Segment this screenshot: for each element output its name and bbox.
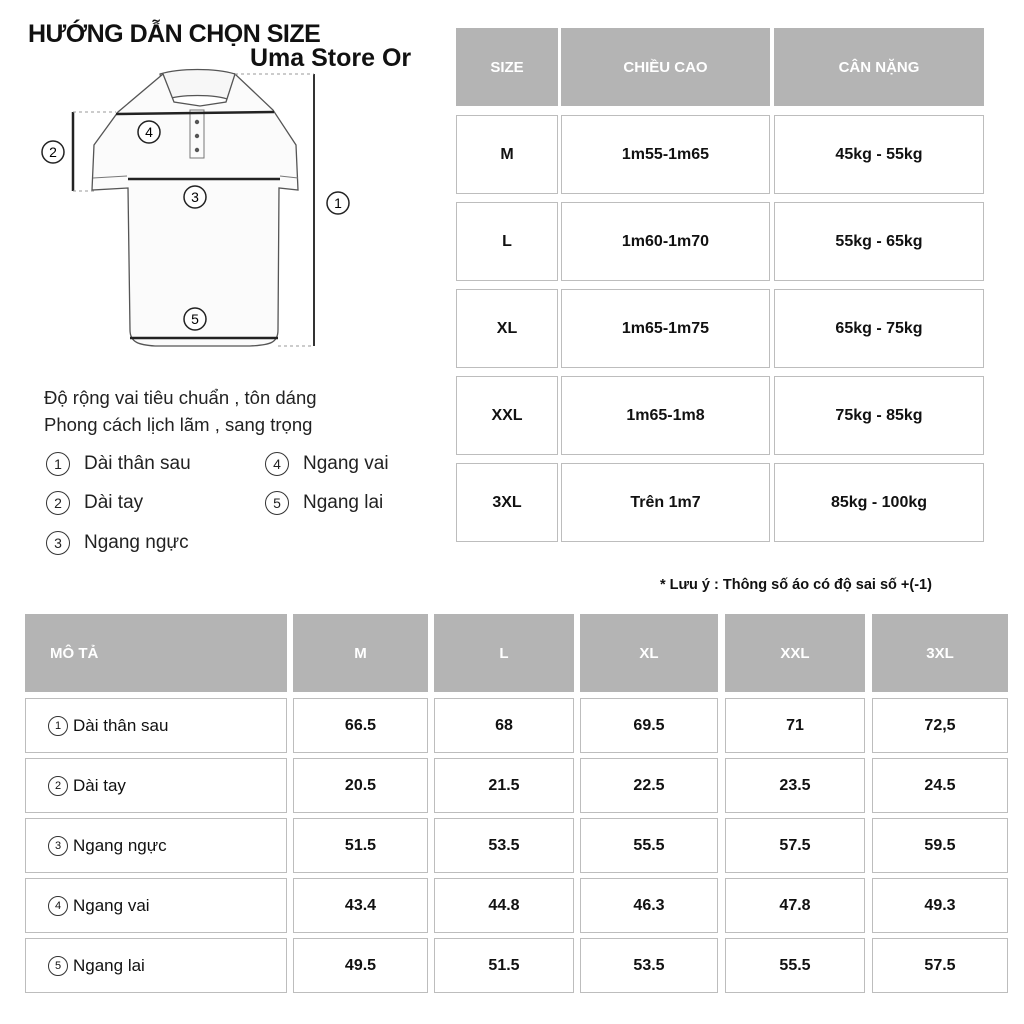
svg-text:4: 4 [145, 124, 153, 140]
measure-table-header: MÔ TẢ [25, 614, 287, 692]
measure-value: 47.8 [725, 878, 865, 933]
measure-label: Ngang vai [73, 895, 150, 915]
size-table-header: SIZE [456, 28, 558, 106]
measure-value: 51.5 [293, 818, 428, 873]
legend-label: Ngang ngực [84, 532, 189, 553]
measure-value: 43.4 [293, 878, 428, 933]
height-cell: 1m55-1m65 [561, 115, 770, 194]
measure-value: 55.5 [580, 818, 718, 873]
measure-label-cell [25, 758, 287, 813]
size-cell: L [456, 202, 558, 281]
measure-value: 49.5 [293, 938, 428, 993]
height-cell: Trên 1m7 [561, 463, 770, 542]
measure-value: 71 [725, 698, 865, 753]
weight-cell: 85kg - 100kg [774, 463, 984, 542]
measure-value: 21.5 [434, 758, 574, 813]
legend-number: 1 [46, 452, 70, 476]
marker-5 [184, 308, 206, 330]
measure-number: 1 [48, 716, 68, 736]
measure-value: 23.5 [725, 758, 865, 813]
measure-value: 57.5 [725, 818, 865, 873]
height-cell: 1m65-1m75 [561, 289, 770, 368]
measure-table-header: L [434, 614, 574, 692]
measure-table-header: XXL [725, 614, 865, 692]
legend-number: 5 [265, 491, 289, 515]
svg-text:5: 5 [191, 311, 199, 327]
legend-number: 4 [265, 452, 289, 476]
svg-text:3: 3 [191, 189, 199, 205]
weight-cell: 55kg - 65kg [774, 202, 984, 281]
description-line-2: Phong cách lịch lãm , sang trọng [44, 414, 313, 435]
legend-item [46, 452, 191, 476]
measure-value: 51.5 [434, 938, 574, 993]
svg-text:2: 2 [49, 144, 57, 160]
height-cell: 1m60-1m70 [561, 202, 770, 281]
description [44, 384, 317, 438]
measure-label: Ngang ngực [73, 835, 167, 855]
legend-item [46, 491, 143, 515]
measure-value: 22.5 [580, 758, 718, 813]
size-cell: XXL [456, 376, 558, 455]
measure-value: 44.8 [434, 878, 574, 933]
measure-value: 20.5 [293, 758, 428, 813]
legend-item [265, 491, 383, 515]
measure-label: Dài thân sau [73, 715, 169, 735]
measure-label-cell [25, 938, 287, 993]
measure-label-cell [25, 878, 287, 933]
measure-value: 49.3 [872, 878, 1008, 933]
measure-number: 4 [48, 896, 68, 916]
measure-value: 66.5 [293, 698, 428, 753]
marker-4 [138, 121, 160, 143]
marker-1 [327, 192, 349, 214]
weight-cell: 45kg - 55kg [774, 115, 984, 194]
measure-label: Ngang lai [73, 955, 145, 975]
svg-text:1: 1 [334, 195, 342, 211]
measure-number: 2 [48, 776, 68, 796]
legend-item [46, 531, 189, 555]
measure-number: 3 [48, 836, 68, 856]
store-name: Uma Store Or [250, 44, 412, 72]
measure-label-cell [25, 818, 287, 873]
measure-value: 53.5 [434, 818, 574, 873]
weight-cell: 75kg - 85kg [774, 376, 984, 455]
measure-value: 59.5 [872, 818, 1008, 873]
measure-value: 57.5 [872, 938, 1008, 993]
measure-table-header: XL [580, 614, 718, 692]
size-table-header: CHIỀU CAO [561, 28, 770, 106]
height-cell: 1m65-1m8 [561, 376, 770, 455]
size-cell: 3XL [456, 463, 558, 542]
legend-label: Ngang vai [303, 453, 389, 474]
size-cell: XL [456, 289, 558, 368]
measure-table-header: 3XL [872, 614, 1008, 692]
measure-value: 24.5 [872, 758, 1008, 813]
measure-label: Dài tay [73, 775, 126, 795]
tolerance-note: * Lưu ý : Thông số áo có độ sai số +(-1) [660, 577, 932, 593]
legend-label: Dài tay [84, 492, 144, 513]
measure-value: 69.5 [580, 698, 718, 753]
size-cell: M [456, 115, 558, 194]
measure-value: 53.5 [580, 938, 718, 993]
measure-value: 68 [434, 698, 574, 753]
measure-label-cell [25, 698, 287, 753]
description-line-1: Độ rộng vai tiêu chuẩn , tôn dáng [44, 387, 317, 408]
marker-3 [184, 186, 206, 208]
measure-value: 55.5 [725, 938, 865, 993]
legend-number: 3 [46, 531, 70, 555]
measure-value: 72,5 [872, 698, 1008, 753]
measure-table-header: M [293, 614, 428, 692]
legend-number: 2 [46, 491, 70, 515]
size-table-header: CÂN NẶNG [774, 28, 984, 106]
legend-label: Ngang lai [303, 492, 384, 513]
marker-2 [42, 141, 64, 163]
legend-item [265, 452, 389, 476]
measure-value: 46.3 [580, 878, 718, 933]
legend-label: Dài thân sau [84, 453, 191, 474]
weight-cell: 65kg - 75kg [774, 289, 984, 368]
page-title: HƯỚNG DẪN CHỌN SIZE [28, 20, 321, 48]
shirt-diagram [30, 60, 360, 360]
measure-number: 5 [48, 956, 68, 976]
